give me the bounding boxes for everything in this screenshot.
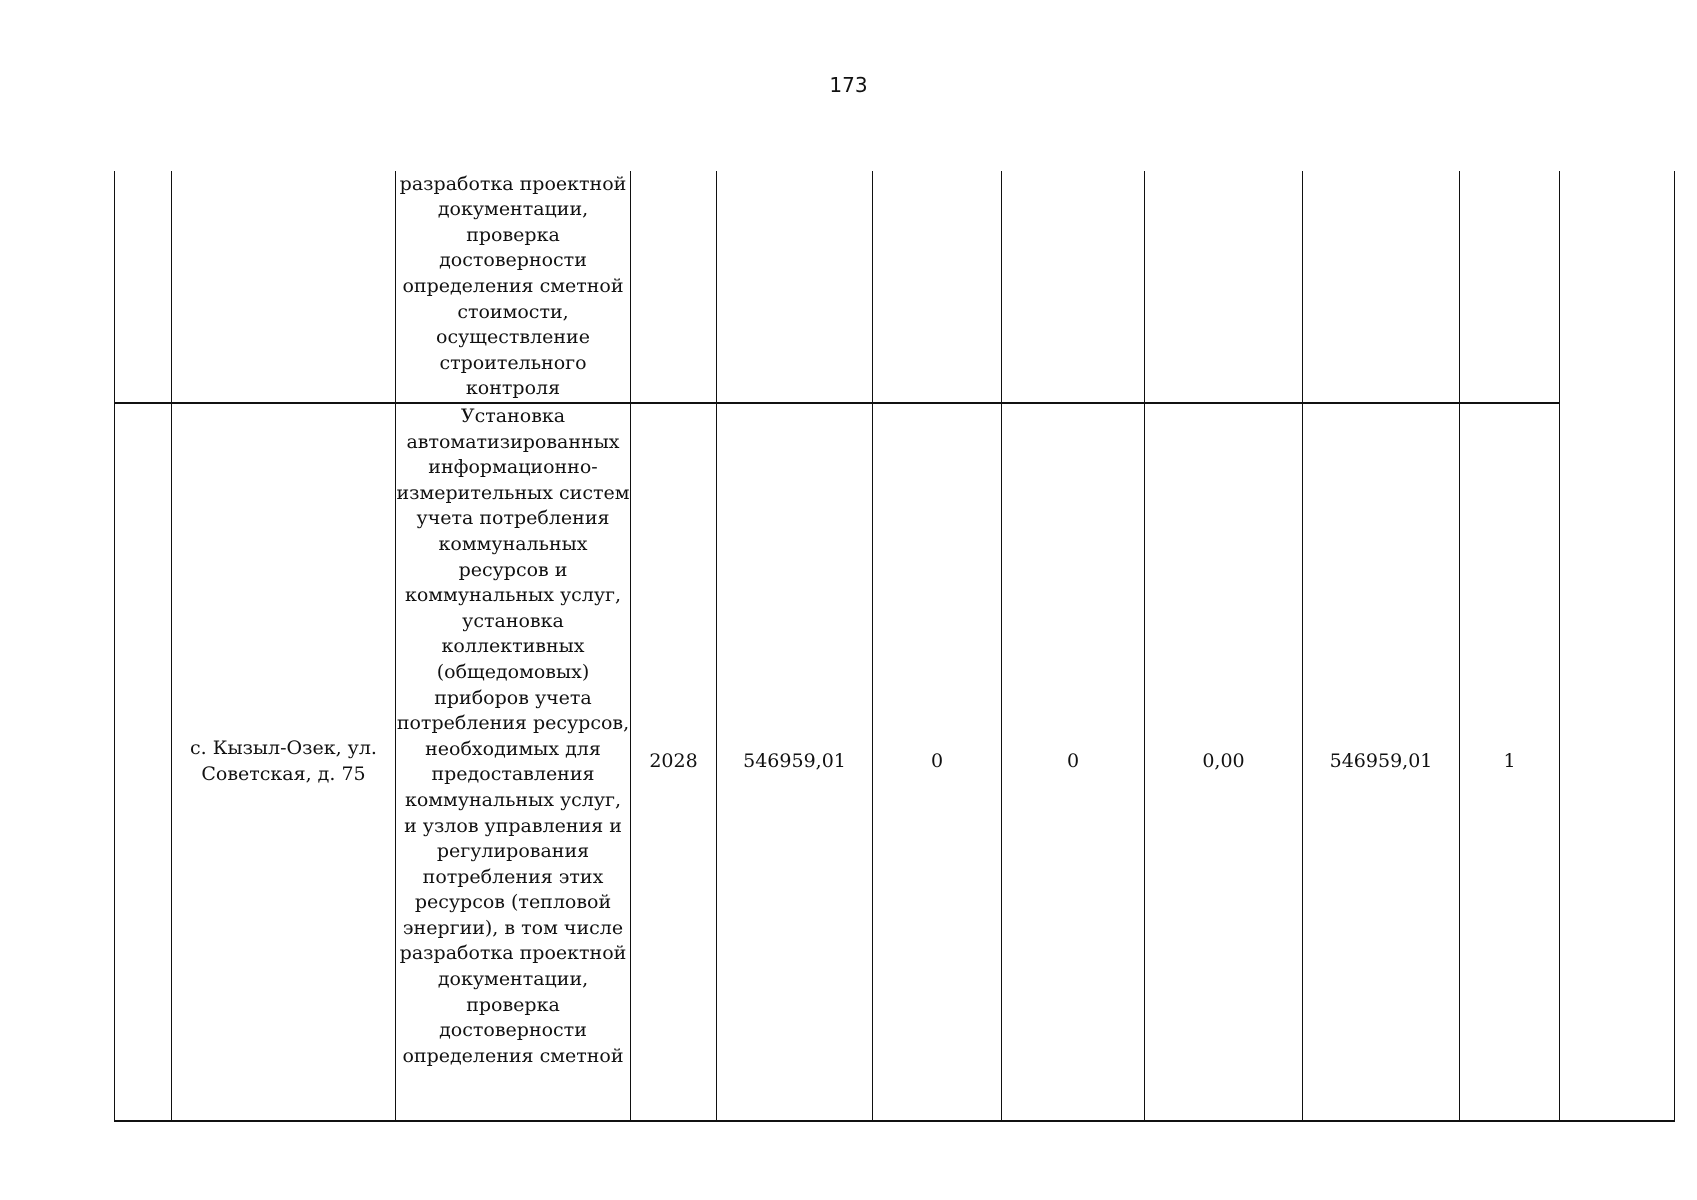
value-cell: [1002, 171, 1145, 403]
value-cell: 0,00: [1145, 403, 1303, 1121]
work-type-cell: разработка проектной документации, проверка достоверности определения сметной стоимости, осуществление строительного контроля: [396, 171, 631, 403]
value-cell: [1460, 171, 1560, 403]
year-cell: 2028: [631, 403, 717, 1121]
value-cell: [1303, 171, 1460, 403]
total-cost-cell: [717, 171, 873, 403]
value-cell: 0: [1002, 403, 1145, 1121]
value-cell: 546959,01: [1303, 403, 1460, 1121]
address-cell: [172, 171, 396, 403]
year-cell: [631, 171, 717, 403]
value-cell: [873, 171, 1002, 403]
total-cost-cell: 546959,01: [717, 403, 873, 1121]
row-number-cell: [115, 171, 172, 403]
empty-cell: [1560, 403, 1675, 1121]
value-cell: 1: [1460, 403, 1560, 1121]
value-cell: 0: [873, 403, 1002, 1121]
row-number-cell: [115, 403, 172, 1121]
address-cell: с. Кызыл-Озек, ул. Советская, д. 75: [172, 403, 396, 1121]
table-row: [115, 403, 1675, 1121]
table-row: [115, 171, 1675, 403]
value-cell: [1145, 171, 1303, 403]
page-number: 173: [829, 73, 868, 97]
empty-cell: [1560, 171, 1675, 403]
work-type-cell: Установка автоматизированных информационно-измерительных систем учета потребления коммунальных ресурсов и коммунальных услуг, установка коллективных (общедомовых) приборов учета потребления ресурсов, необходимых для предоставления коммунальных услуг, и узлов управления и регулирования потребления этих ресурсов (тепловой энергии), в том числе разработка проектной документации, проверка достоверности определения сметной: [396, 403, 631, 1121]
program-table: [114, 171, 1675, 1122]
